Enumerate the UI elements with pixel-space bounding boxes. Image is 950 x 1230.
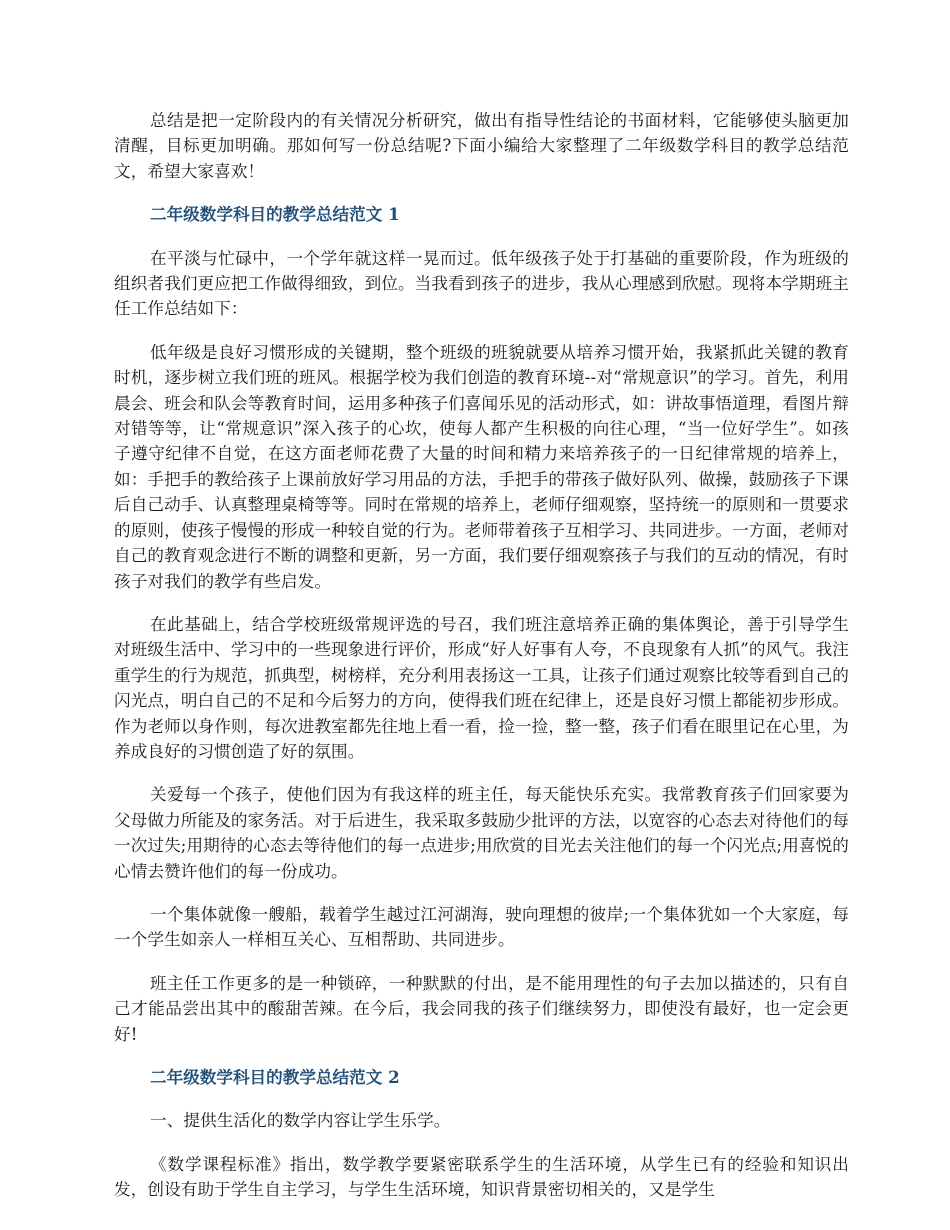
section-2-paragraph-1: 一、提供生活化的数学内容让学生乐学。 bbox=[150, 1111, 451, 1131]
section-2-paragraph-2: 《数学课程标准》指出，数学教学要紧密联系学生的生活环境，从学生已有的经验和知识出发，创设有助于学生自主学习，与学生生活环境，知识背景密切相关的，又是学生 bbox=[114, 1154, 849, 1200]
document-page bbox=[114, 108, 849, 1203]
section-2-heading: 二年级数学科目的教学总结范文 2 bbox=[150, 1067, 400, 1087]
section-1-paragraph-5: 一个集体就像一艘船，载着学生越过江河湖海，驶向理想的彼岸;一个集体犹如一个大家庭，每一个学生如亲人一样相互关心、互相帮助、共同进步。 bbox=[114, 904, 849, 950]
section-1-paragraph-2: 低年级是良好习惯形成的关键期，整个班级的班貌就要从培养习惯开始，我紧抓此关键的教育时机，逐步树立我们班的班风。根据学校为我们创造的教育环境--对“常规意识”的学习。首先，利用晨会、班会和队会等教育时间，运用多种孩子们喜闻乐见的活动形式，如：讲故事悟道理，看图片辩对错等等，让“常规意识”深入孩子的心坎，使每人都产生积极的向往心理，“当一位好学生”。如孩子遵守纪律不自觉，在这方面老师花费了大量的时间和精力来培养孩子的一日纪律常规的培养上，如：手把手的教给孩子上课前放好学习用品的方法，手把手的带孩子做好队列、做操，鼓励孩子下课后自己动手、认真整理桌椅等等。同时在常规的培养上，老师仔细观察，坚持统一的原则和一贯要求的原则，使孩子慢慢的形成一种较自觉的行为。老师带着孩子互相学习、共同进步。一方面，老师对自己的教育观念进行不断的调整和更新，另一方面，我们要仔细观察孩子与我们的互动的情况，有时孩子对我们的教学有些启发。 bbox=[114, 342, 849, 591]
section-1-paragraph-4: 关爱每一个孩子，使他们因为有我这样的班主任，每天能快乐充实。我常教育孩子们回家要为父母做力所能及的家务活。对于后进生，我采取多鼓励少批评的方法，以宽容的心态去对待他们的每一次过失;用期待的心态去等待他们的每一点进步;用欣赏的目光去关注他们的每一个闪光点;用喜悦的心情去赞许他们的每一份成功。 bbox=[114, 785, 849, 881]
intro-paragraph: 总结是把一定阶段内的有关情况分析研究，做出有指导性结论的书面材料，它能够使头脑更加清醒，目标更加明确。那如何写一份总结呢?下面小编给大家整理了二年级数学科目的教学总结范文，希望大家喜欢！ bbox=[114, 111, 849, 181]
section-1-paragraph-6: 班主任工作更多的是一种锁碎，一种默默的付出，是不能用理性的句子去加以描述的，只有自己才能品尝出其中的酸甜苦辣。在今后，我会同我的孩子们继续努力，即使没有最好，也一定会更好! bbox=[114, 973, 849, 1044]
section-1-paragraph-1: 在平淡与忙碌中，一个学年就这样一晃而过。低年级孩子处于打基础的重要阶段，作为班级的组织者我们更应把工作做得细致，到位。当我看到孩子的进步，我从心理感到欣慰。现将本学期班主任工作总结如下： bbox=[114, 248, 849, 319]
section-1-heading: 二年级数学科目的教学总结范文 1 bbox=[150, 204, 400, 225]
section-1-paragraph-3: 在此基础上，结合学校班级常规评选的号召，我们班注意培养正确的集体舆论，善于引导学生对班级生活中、学习中的一些现象进行评价，形成“好人好事有人夸，不良现象有人抓”的风气。我注重学生的行为规范，抓典型，树榜样，充分利用表扬这一工具，让孩子们通过观察比较等看到自己的闪光点，明白自己的不足和今后努力的方向，使得我们班在纪律上，还是良好习惯上都能初步形成。作为老师以身作则，每次进教室都先往地上看一看，捡一捡，整一整，孩子们看在眼里记在心里，为养成良好的习惯创造了好的氛围。 bbox=[114, 614, 849, 761]
